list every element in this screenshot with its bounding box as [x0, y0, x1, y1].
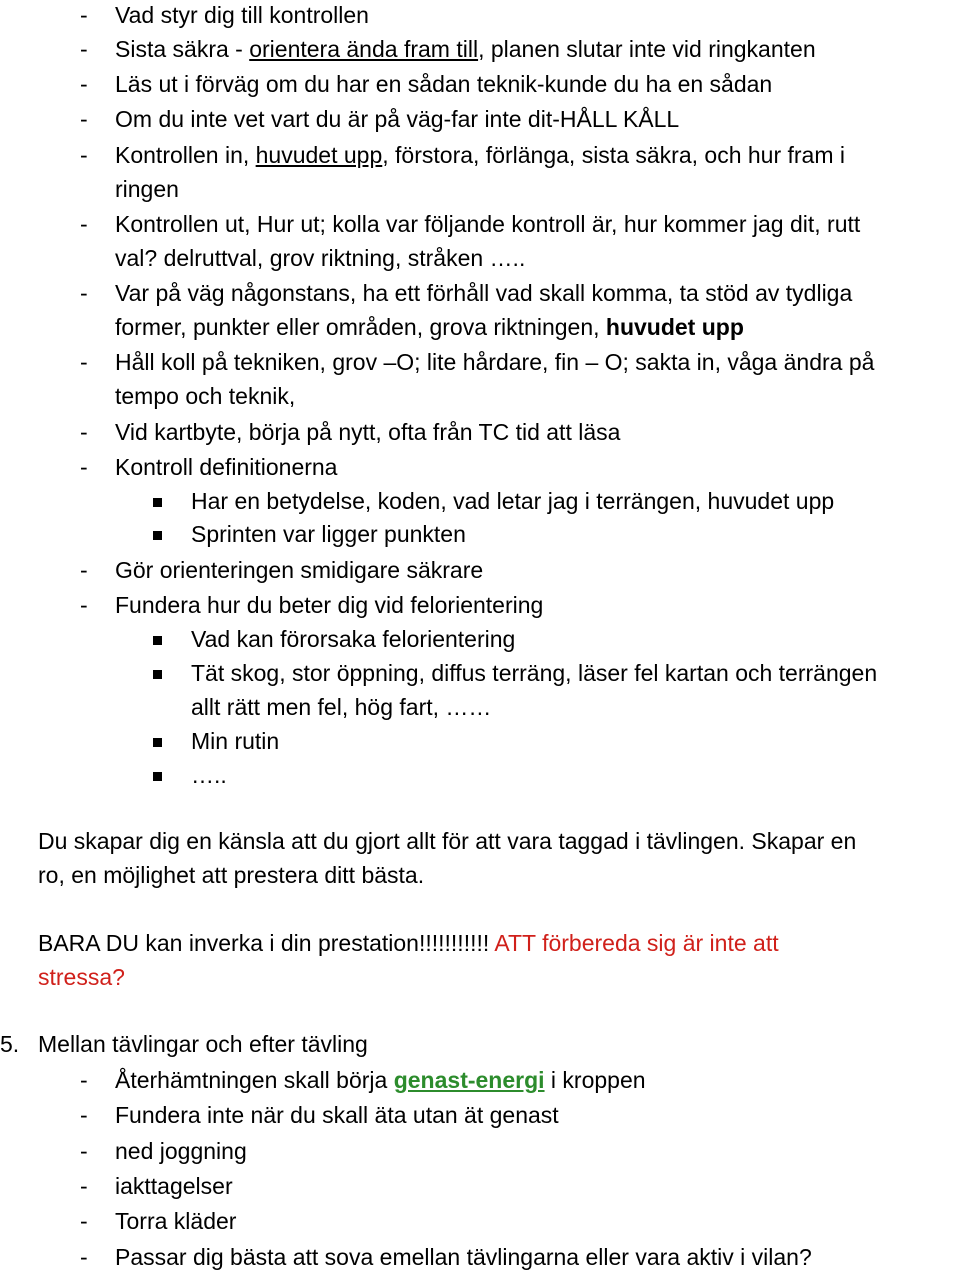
square-bullet-icon — [153, 531, 162, 540]
dash-bullet: - — [80, 280, 88, 306]
green-text: genast-energi — [393, 1067, 545, 1093]
list-item: Vid kartbyte, börja på nytt, ofta från TC tid att läsa — [115, 419, 621, 445]
dash-bullet: - — [80, 142, 88, 168]
list-item-continuation: former, punkter eller områden, grova riktningen, huvudet upp — [115, 314, 744, 340]
sub-list-item-continuation: allt rätt men fel, hög fart, …… — [191, 694, 492, 720]
list-item: Sista säkra - orientera ända fram till, planen slutar inte vid ringkanten — [115, 36, 816, 62]
dash-bullet: - — [80, 419, 88, 445]
list-item: Var på väg någonstans, ha ett förhåll vad skall komma, ta stöd av tydliga — [115, 280, 853, 306]
section-heading: Mellan tävlingar och efter tävling — [38, 1031, 368, 1057]
dash-bullet: - — [80, 211, 88, 237]
list-item: Vad styr dig till kontrollen — [115, 2, 369, 28]
list-item: Läs ut i förväg om du har en sådan teknik-kunde du ha en sådan — [115, 71, 773, 97]
underlined-text: huvudet upp — [255, 142, 383, 168]
list-item-continuation: ringen — [115, 176, 179, 202]
dash-bullet: - — [80, 1102, 88, 1128]
sub-list-item: ….. — [191, 762, 227, 788]
list-item: Torra kläder — [115, 1208, 237, 1234]
list-item: Håll koll på tekniken, grov –O; lite hårdare, fin – O; sakta in, våga ändra på — [115, 349, 875, 375]
dash-bullet: - — [80, 1208, 88, 1234]
dash-bullet: - — [80, 36, 88, 62]
dash-bullet: - — [80, 1138, 88, 1164]
list-item: Fundera hur du beter dig vid felorientering — [115, 592, 544, 618]
sub-list-item: Min rutin — [191, 728, 280, 754]
dash-bullet: - — [80, 592, 88, 618]
list-item: Kontrollen ut, Hur ut; kolla var följande kontroll är, hur kommer jag dit, rutt — [115, 211, 861, 237]
sub-list-item: Har en betydelse, koden, vad letar jag i terrängen, huvudet upp — [191, 488, 835, 514]
list-item: Återhämtningen skall börja genast-energi i kroppen — [115, 1067, 646, 1093]
dash-bullet: - — [80, 1067, 88, 1093]
bold-text: huvudet upp — [605, 314, 744, 340]
underlined-text: orientera ända fram till — [249, 36, 479, 62]
dash-bullet: - — [80, 349, 88, 375]
dash-bullet: - — [80, 106, 88, 132]
square-bullet-icon — [153, 772, 162, 781]
list-item: Kontrollen in, huvudet upp, förstora, förlänga, sista säkra, och hur fram i — [115, 142, 846, 168]
list-number: 5. — [0, 1031, 20, 1057]
paragraph-line: BARA DU kan inverka i din prestation!!!!!!!!!!! ATT förbereda sig är inte att — [38, 930, 779, 956]
list-item-continuation: val? delruttval, grov riktning, stråken ….. — [115, 245, 526, 271]
square-bullet-icon — [153, 498, 162, 507]
list-item: Passar dig bästa att sova emellan tävlingarna eller vara aktiv i vilan? — [115, 1244, 812, 1270]
red-text: stressa? — [38, 964, 125, 990]
sub-list-item: Vad kan förorsaka felorientering — [191, 626, 516, 652]
dash-bullet: - — [80, 2, 88, 28]
dash-bullet: - — [80, 71, 88, 97]
dash-bullet: - — [80, 1173, 88, 1199]
square-bullet-icon — [153, 738, 162, 747]
list-item: iakttagelser — [115, 1173, 233, 1199]
sub-list-item: Tät skog, stor öppning, diffus terräng, läser fel kartan och terrängen — [191, 660, 878, 686]
red-text: ATT förbereda sig är inte att — [494, 930, 779, 956]
square-bullet-icon — [153, 670, 162, 679]
list-item: ned joggning — [115, 1138, 247, 1164]
list-item: Fundera inte när du skall äta utan ät genast — [115, 1102, 559, 1128]
list-item: Om du inte vet vart du är på väg-far inte dit-HÅLL KÅLL — [115, 106, 680, 132]
dash-bullet: - — [80, 557, 88, 583]
dash-bullet: - — [80, 1244, 88, 1270]
sub-list-item: Sprinten var ligger punkten — [191, 521, 466, 547]
list-item-continuation: tempo och teknik, — [115, 383, 296, 409]
list-item: Gör orienteringen smidigare säkrare — [115, 557, 484, 583]
paragraph-line: ro, en möjlighet att prestera ditt bästa. — [38, 862, 425, 888]
list-item: Kontroll definitionerna — [115, 454, 338, 480]
paragraph-line: Du skapar dig en känsla att du gjort allt för att vara taggad i tävlingen. Skapar en — [38, 828, 857, 854]
dash-bullet: - — [80, 454, 88, 480]
square-bullet-icon — [153, 636, 162, 645]
